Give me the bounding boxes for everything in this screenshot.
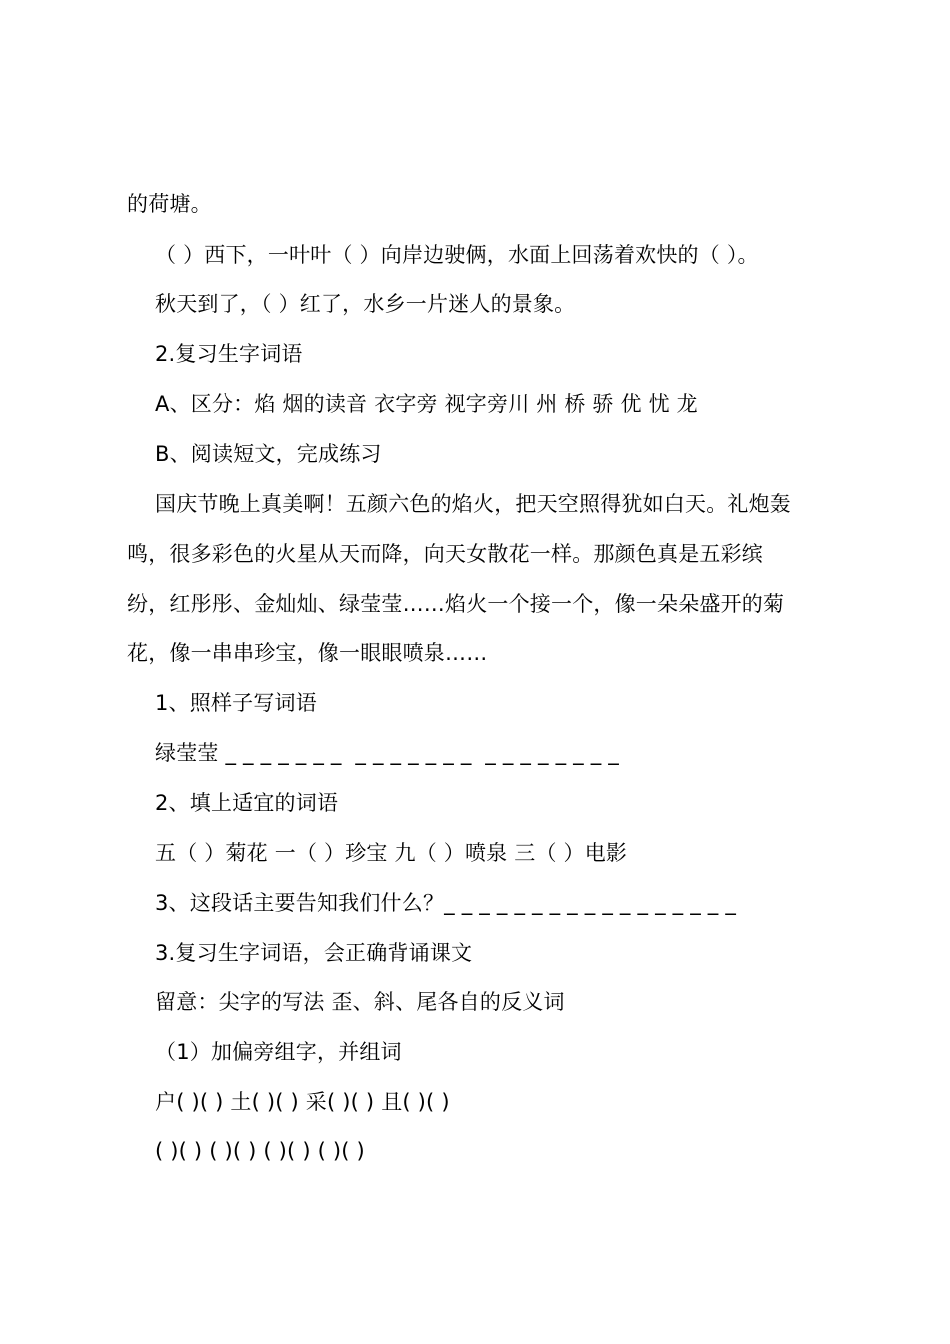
subexercise-1-title: （1）加偏旁组字，并组词: [155, 1040, 402, 1064]
exercise-1-blanks: 绿莹莹 _ _ _ _ _ _ _ _ _ _ _ _ _ _ _ _ _ _ _ _ _ _: [155, 741, 620, 765]
passage-line-2: 鸣，很多彩色的火星从天而降，向天女散花一样。那颜色真是五彩缤: [127, 542, 763, 566]
subexercise-1-row-1: 户( )( ) 土( )( ) 采( )( ) 且( )( ): [155, 1090, 450, 1114]
passage-line-1: 国庆节晚上真美啊！五颜六色的焰火，把天空照得犹如白天。礼炮轰: [155, 492, 791, 516]
passage-line-3: 纷，红彤彤、金灿灿、绿莹莹……焰火一个接一个，像一朵朵盛开的菊: [127, 592, 785, 616]
text-line-3: 秋天到了，（ ）红了，水乡一片迷人的景象。: [155, 292, 576, 316]
section-heading-2: 2.复习生字词语: [155, 342, 303, 366]
passage-line-4: 花，像一串串珍宝，像一眼眼喷泉……: [127, 641, 488, 665]
section-heading-3: 3.复习生字词语，会正确背诵课文: [155, 941, 473, 965]
text-line-6: B、阅读短文，完成练习: [155, 442, 382, 466]
text-line-1: 的荷塘。: [127, 192, 212, 216]
exercise-2-title: 2、填上适宜的词语: [155, 791, 339, 815]
exercise-3-question: 3、这段话主要告知我们什么？_ _ _ _ _ _ _ _ _ _ _ _ _ _ _ _ _: [155, 891, 737, 915]
subexercise-1-row-2: ( )( ) ( )( ) ( )( ) ( )( ): [155, 1139, 365, 1163]
text-line-2: （ ）西下，一叶叶（ ）向岸边驶俩，水面上回荡着欢快的（ ）。: [155, 243, 759, 267]
exercise-1-title: 1、照样子写词语: [155, 691, 317, 715]
exercise-2-blanks: 五（ ）菊花 一（ ）珍宝 九（ ）喷泉 三（ ）电影: [155, 841, 628, 865]
text-line-5: A、区分：焰 烟的读音 衣字旁 视字旁川 州 桥 骄 优 忧 龙: [155, 392, 698, 416]
note-line: 留意：尖字的写法 歪、斜、尾各自的反义词: [155, 990, 565, 1014]
